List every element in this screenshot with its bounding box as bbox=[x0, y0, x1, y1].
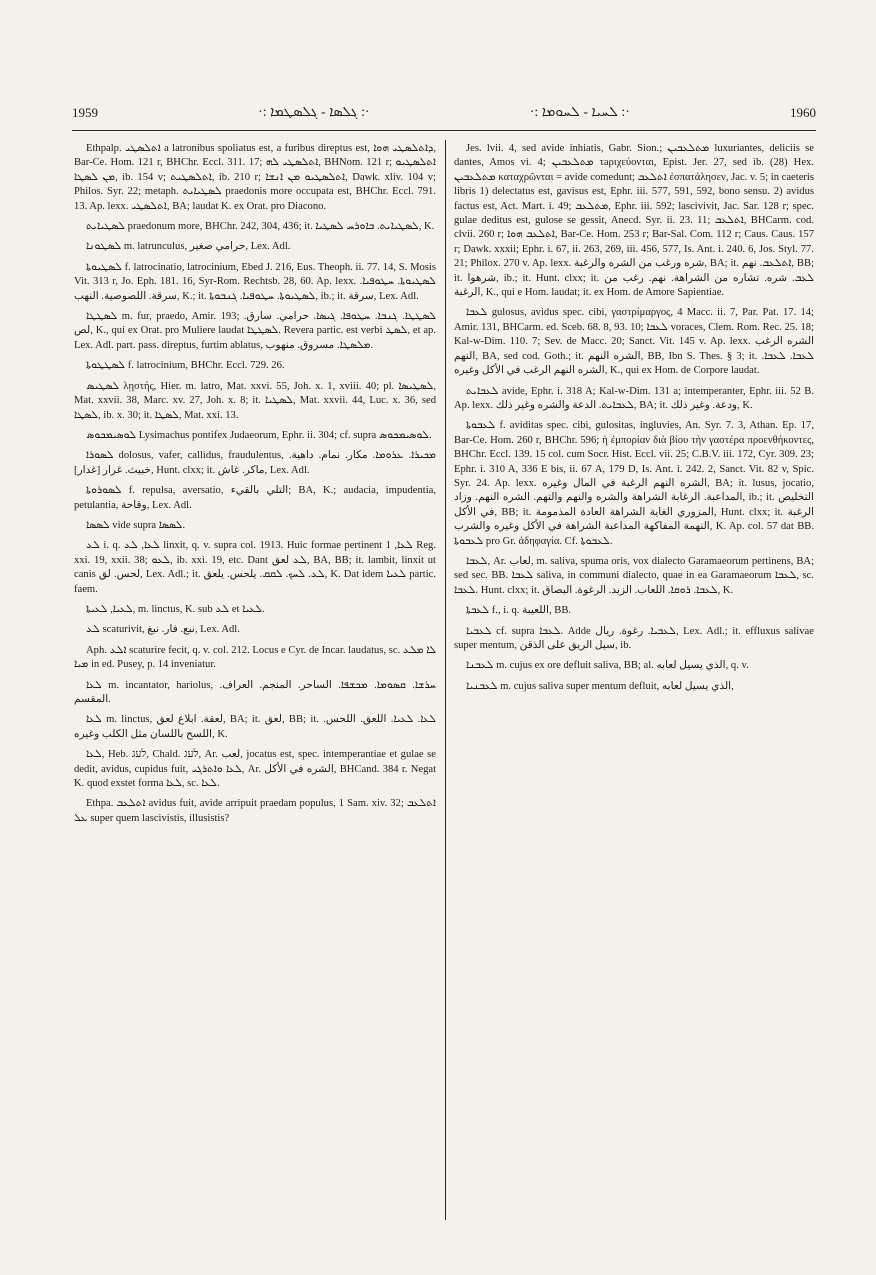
dictionary-entry: ܠܣܛܝܐܝܬ praedonum more, BHChr. 242, 304, 436; it. ܠܣܛܝܐܝܬ. ܒܐܘܪܚ ܠܣܛܝܐ, K. bbox=[86, 221, 435, 233]
header-rule bbox=[72, 130, 816, 131]
dictionary-entry: ܠܥܝܐ, ܠܥܝܬܐ, m. linctus, K. sub ܠܥ et ܠܥܝܐ. bbox=[86, 603, 265, 615]
right-running-title: ·: ܠܚܝܐ - ܠܚܘܡܐ :· bbox=[529, 105, 630, 120]
right-page-number: 1960 bbox=[789, 105, 816, 120]
left-column bbox=[74, 142, 436, 1220]
dictionary-entry: Ethpalp. ܐܬܠܣܛܝ a latronibus spoliatus est, a furibus direptus est, ܕܐܬܠܣܛܝ ܗܘܐ, Bar-Ce. Hom. 121 r, BHChr. Eccl. 311. 17; ܐܬܠܣܛܝ ܠܗ, BHNom. 121 r; ܐܬܠܣܛܝܘ ܡܢ ܠܣܛܐ, ib. 154 v; ܐܬܠܣܛܝܬ, ib. 210 r; ܐܬܠܣܛܝܘ ܡܢ ܐܢܫܐ, Dawk. xliv. 104 v; Philos. Syr. 22; metaph. ܠܣܛܝܐܝܬ praedonis more occupata est, BHChr. Eccl. 791. 13. Ap. lexx. ܐܬܠܣܛܝ, BA; laudat K. ex Orat. pro Diacono. bbox=[74, 143, 436, 212]
dictionary-entry: ܠܣܛܝܘܬܐ f. latrocinatio, latrocinium, Ebed J. 216, Eus. Theoph. ii. 77. 14, S. Mosis Vit. 313 r, Jo. Eph. 181. 16, Syr-Rom. Rechtsb. 28, 60. Ap. lexx. ܠܣܛܝܘܬܐ. ܚܛܘܦܝܐ. سرقة. اللصوصية. النهب, K.; it. ܠܣܛܝܘܬܐ. ܚܛܘܦܝܐ. ܓܢܒܘܬܐ, ib.; it. سرقة, Lex. Adl. bbox=[74, 261, 436, 302]
dictionary-entry: ܠܣܣܐ vide supra ܠܣܣܐ. bbox=[86, 519, 186, 531]
dictionary-entry: ܠܣܛܛܘܬܐ f. latrocinium, BHChr. Eccl. 729. 26. bbox=[86, 360, 285, 372]
dictionary-entry: ܠܥ scaturivit, نبع. فار. نبغ, Lex. Adl. bbox=[86, 624, 240, 636]
dictionary-entry: ܠܥܒܝܐ cf. supra ܠܥܒܐ. Adde ܠܥܒܝܐ. رغوة. ريال, Lex. Adl.; it. effluxus salivae super mentum, سيل الريق على الذقن, ib. bbox=[454, 625, 814, 651]
left-page-number: 1959 bbox=[72, 105, 98, 120]
dictionary-entry: ܠܘܣܝܡܟܘܣ Lysimachus pontifex Judaeorum, Ephr. ii. 304; cf. supra ܠܘܣܝܡܟܘܣ. bbox=[86, 429, 432, 441]
dictionary-entry: ܠܥܒܐܝܬ avide, Ephr. i. 318 A; Kal-w-Dim. 131 a; intemperanter, Ephr. iii. 52 B. Ap. lexx. ܠܥܒܐܝܬ. الدعة والشره وغير ذلك, BA; it. ودعة. وغير ذلك, K. bbox=[454, 385, 814, 411]
dictionary-entry: ܠܣܛܝܣ λῃστής, Hier. m. latro, Mat. xxvi. 55, Joh. x. 1, xviii. 40; pl. ܠܣܛܝܣܐ, Mat. xxvii. 38, Marc. xv. 27, Joh. x. 8; it. ܠܣܛܝܐ, Mat. xxvii. 44, Luc. x. 36, sed ܠܣܛܐ, ib. x. 30; it. ܠܣܛܐ, Mat. xxi. 13. bbox=[74, 380, 436, 421]
dictionary-entry: ܠܣܘܪܐ dolosus, vafer, callidus, fraudulentus, ܡܟܝܪܐ. ܥܪܘܡܐ. مكار. نمام. داهية. خبيث. غرار [غدار], Hunt. clxx; it. ماكر. غاش, Lex. Adl. bbox=[74, 450, 436, 476]
dictionary-entry: ܠܥܐ m. linctus, لعقة. ابلاع لعق, BA; it. لعق, BB; it. ܠܥܐ. ܠܥܝܐ. اللعق. اللحس. اللسح باللسان مثل الكلب وغيره, K. bbox=[74, 714, 436, 740]
dictionary-entry: ܠܣܛܛܐ m. fur, praedo, Amir. 193; ܠܣܛܛܐ. ܓܢܒܐ. ܚܛܘܦܐ. ܓܝܣܐ. حرامي. سارق. لص, K., qui ex Orat. pro Muliere laudat ܠܣܛܛܐ. Revera partic. est verbi ܠܣܛ, et ap. Lex. Adl. part. pass. direptus, furtim ablatus, ܡܠܣܛܐ. مسروق. منهوب. bbox=[74, 311, 436, 351]
dictionary-entry: ܠܥܒܘܬܐ f. aviditas spec. cibi, gulositas, ingluvies, An. Syr. 7. 3, Athan. Ep. 17, Bar-Ce. Hom. 260 r, BHChr. 596; ἡ ἐμπορίαν διὰ βίου τὴν γαστέρα προενθήκοντες, BHChr. Eccl. 139. 15 col. cum Socr. Hist. Eccl. vii. 25; C.B.V. iii. 172, Cyr. 309. 23; Ephr. i. 310 A, 336 E bis, ii. 67 A, 179 D, Is. Ant. i. 242. 2, Sanct. Vit. 82 v, Spic. Syr. 24. Ap. lexx. الشره النهم الرغبة في المال وغيره, BA; it. lusus, jocatio, المداعبة. الرغابة الشراهة والشره والنهم والتهم. الشره النهم. وزاد, ib.; it. التخليص في الأكل, BB; it. المزوري الغاية الشراهة العادة المذمومة, Hunt. clxx; it. الرغبة النهمة المفاكهة المداعبة الشراهة في الأكل وغيره والشرب, K. Ap. col. 57 dat BB. ܠܥܒܘܬܐ pro Gr. ἀδηφαγία. Cf. ܠܥܒܘܬܐ. bbox=[454, 420, 814, 547]
dictionary-entry: ܠܥܐ m. incantator, hariolus, ܚܪܫܐ. ܩܣܘܡܐ. ܡܟܫܦܐ. الساحر. المنجم. العراف. المقسم. bbox=[74, 679, 436, 705]
dictionary-entry: Ethpa. ܐܬܠܥܒ avidus fuit, avide arripuit praedam populus, 1 Sam. xiv. 32; ܐܬܠܥܒ ܥܠ super quem lascivistis, illusistis? bbox=[74, 798, 436, 824]
dictionary-entry: ܠܥ i. q. ܠܥܐ, ܠܥ linxit, q. v. supra col. 1913. Huic formae pertinent ܠܥܐ, 1 Reg. xxi. 19, xxii. 38; ܠܥܘ, ib. xxi. 19, etc. Dant ܠܥ لعق, BA, BB; it. lambit, linxit ut canis لحس. لق, Lex. Adl.; it. ܠܥ. ܠܚܟ. ܠܩܩ. يلحس. يلعق, K. Dat idem ܠܥܝܐ partic. faem. bbox=[74, 540, 436, 595]
dictionary-entry: ܠܥܒܬܐ f., i. q. اللعيبة, BB. bbox=[466, 605, 572, 617]
dictionary-entry: ܠܥܒܐ, Ar. لعاب, m. saliva, spuma oris, vox dialecto Garamaeorum pertinens, BA; sed sec. BB. ܠܥܒܐ saliva, in communi dialecto, quae in ea Garamaeorum ܠܥܒܐ, sc. ܠܥܒܐ. Hunt. clxx; it. ܠܥܒܐ. ܪܘܩܐ. اللعاب. الزبد. الرغوة. البصاق, K. bbox=[454, 555, 814, 596]
column-divider bbox=[445, 140, 446, 1220]
dictionary-entry: ܠܥܒܐ gulosus, avidus spec. cibi, γαστρίμαργος, 4 Macc. ii. 7, Par. Pat. 17. 14; Amir. 131, BHCarm. ed. Sceb. 68. 8, 93. 10; ܠܥܒܐ voraces, Clem. Rom. Rec. 25. 18; Kal-w-Dim. 110. 7; Sev. de Macc. 20; Sanct. Vit. 145 v. Ap. lexx. الشره الرغب النهم, BA, sed cod. Goth.; it. الشره النهم, BB, Ibn S. Thes. § 3; it. ܠܥܒܐ. ܠܥܒܐ. الشره النهم الرغب في الأكل وغيره, K., qui ex Hom. de Corpore laudat. bbox=[454, 307, 814, 377]
dictionary-entry: Aph. ܐܠܥ scaturire fecit, q. v. col. 212. Locus e Cyr. de Incar. laudatus, sc. ܠܐ ܡܠܥ ܡܝܐ in ed. Pusey, p. 14 inveniatur. bbox=[74, 644, 436, 671]
left-running-title: ·: ܓܠܣܐ - ܓܠܣܛܡܐ :· bbox=[258, 105, 370, 120]
dictionary-entry: ܠܥܒܢܝܐ m. cujus saliva super mentum defluit, الذي يسيل لعابه, bbox=[466, 680, 734, 692]
dictionary-entry: ܠܣܘܪܘܬܐ f. repulsa, aversatio, التلي بالقيء; BA, K.; audacia, impudentia, petulantia, وقاحة, Lex. Adl. bbox=[74, 485, 436, 511]
dictionary-entry: ܠܥܐ, Heb. לעג, Chald. לעג, Ar. لعب, jocatus est, spec. intemperantiae et gulae se dedit, avidus, cupidus fuit, ܠܥܐ ܘܐܬܪܓܝ, Ar. الشره في الأكل, BHCand. 384 r. Negat K. quod exstet forma ܠܥܐ, sc. ܠܥܐ. bbox=[74, 749, 436, 790]
dictionary-entry: ܠܣܛܘܢܐ m. latrunculus, حرامي صغير, Lex. Adl. bbox=[86, 241, 291, 253]
right-column bbox=[454, 142, 814, 1220]
dictionary-entry: Jes. lvii. 4, sed avide inhiatis, Gabr. Sion.; ܡܬܠܥܒܝܢ luxuriantes, deliciis se dantes, Amos vi. 4; ܡܬܠܥܒܝܢ τaριχεύονται, Epist. Jer. 27, sed ib. (28) Hex. ܡܬܠܥܒܝܢ καταχρῶνται = avide comedunt; ܐܬܠܥܒ ἐσπατάλησεν, Jac. v. 5; in caeteris libris 1) delectatus est, gavisus est, Ephr. iii. 577, 591, 592, bono sensu. 2) avidus factus est, Act. Mart. i. 49; ܡܬܠܥܒ, Ephr. iii. 592; lascivivit, Jac. Sar. 128 r; spec. gulae deditus est, gulose se gessit, Anecd. Syr. ii. 23. 11; ܐܬܠܥܒ, BHCarm. cod. clvii. 260 r; ܐܬܠܥܒ ܗܘܐ, Bar-Ce. Hom. 253 r; Bar-Sal. Com. 112 r; Caus. Caus. 157 r; Dawk. xxxii; Ephr. i. 67, ii. 263, 269, iii. 456, 577, Is. Ant. i. 240. 6, Jos. Styl. 77. 21; Philox. 270 v. Ap. lexx. شره ورغب من الشره والرغبة, BA; it. ܐܬܠܥܒ. نهم, BB; it. شرهوا, ib.; it. Hunt. clxx; it. ܠܥܒ. شره. تشاره من الشراهة. نهم. رغب من الرغبة, K., qui e Hom. laudat; it. ex Hom. de Amore Sapientiae. bbox=[454, 143, 814, 299]
dictionary-entry: ܠܥܒܢܐ m. cujus ex ore defluit saliva, BB; al. الذي يسيل لعابه, q. v. bbox=[466, 660, 749, 672]
page-header bbox=[72, 100, 816, 126]
